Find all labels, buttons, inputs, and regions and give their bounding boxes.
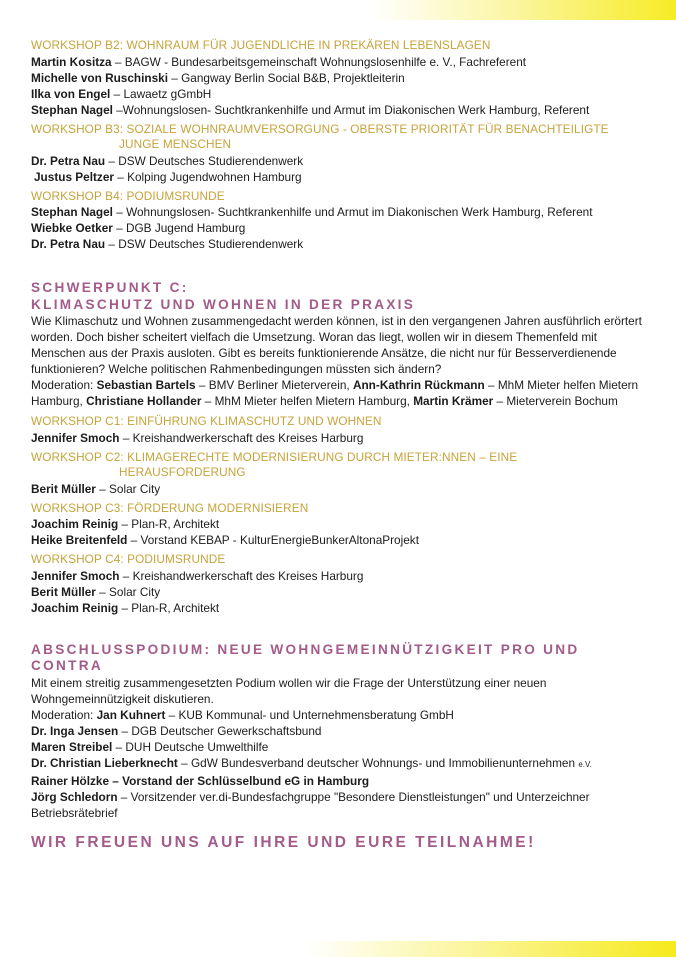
person-line: Rainer Hölzke – Vorstand der Schlüsselbund eG in Hamburg (31, 773, 370, 788)
person-line: Heike Breitenfeld – Vorstand KEBAP - KulturEnergieBunkerAltonaProjekt (31, 533, 419, 547)
person-line: Ilka von Engel – Lawaetz gGmbH (31, 86, 212, 101)
closing-intro: Mit einem streitig zusammengesetzten Podium wollen wir die Frage der Unterstützung einer neuen Wohngemeinnützigkeit diskutieren. (31, 675, 547, 706)
workshop-c3-title: WORKSHOP C3: FÖRDERUNG MODERNISIEREN (31, 500, 309, 515)
person-line: Berit Müller – Solar City (31, 481, 161, 496)
section-c-moderation: Moderation: Sebastian Bartels – BMV Berliner Mieterverein, Ann-Kathrin Rückmann – MhM Mieter helfen Mietern Hamburg, Christiane Hollander – MhM Mieter helfen Mietern Hamburg, Martin Krämer – Mieterverein Bochum (31, 378, 639, 408)
person-line: Berit Müller – Solar City (31, 584, 161, 599)
closing-invitation: WIR FREUEN UNS AUF IHRE UND EURE TEILNAHME! (31, 833, 536, 851)
workshop-c2-title: WORKSHOP C2: KLIMAGERECHTE MODERNISIERUNG DURCH MIETER:NNEN – EINE HERAUSFORDERUNG (31, 449, 518, 479)
person-line: Jörg Schledorn – Vorsitzender ver.di-Bundesfachgruppe "Besondere Dienstleistungen" und Unterzeichner Betriebsrätebrief (31, 789, 590, 820)
person-line: Stephan Nagel – Wohnungslosen- Suchtkrankenhilfe und Armut im Diakonischen Werk Hamburg, Referent (31, 205, 593, 219)
person-line: Jennifer Smoch – Kreishandwerkerschaft des Kreises Harburg (31, 568, 364, 583)
person-line: Michelle von Ruschinski – Gangway Berlin Social B&B, Projektleiterin (31, 70, 405, 85)
closing-title: ABSCHLUSSPODIUM: NEUE WOHNGEMEINNÜTZIGKEIT PRO UND CONTRA (31, 641, 580, 673)
person-line: Dr. Christian Lieberknecht – GdW Bundesverband deutscher Wohnungs- und Immobilienunternehmen e.V. (31, 755, 592, 770)
person-line: Dr. Petra Nau – DSW Deutsches Studierendenwerk (31, 237, 304, 251)
person-line: Justus Peltzer – Kolping Jugendwohnen Hamburg (34, 169, 302, 184)
person-line: Martin Kositza – BAGW - Bundesarbeitsgemeinschaft Wohnungslosenhilfe e. V., Fachreferent (31, 54, 527, 69)
section-c-intro: Wie Klimaschutz und Wohnen zusammengedacht werden können, ist in den vergangenen Jahren ausführlich erörtert worden. Doch bisher scheitert vielfach die Umsetzung. Woran das liegt, wollen wir in diesem Themenfeld mit Menschen aus der Praxis ausloten. Gibt es bereits funktionierende Ansätze, die nicht nur für Besserverdienende funktionieren? Welche politischen Rahmenbedingungen müssten sich ändern? (31, 314, 642, 376)
workshop-c1-title: WORKSHOP C1: EINFÜHRUNG KLIMASCHUTZ UND WOHNEN (31, 414, 382, 428)
workshop-b3-title: WORKSHOP B3: SOZIALE WOHNRAUMVERSORGUNG - OBERSTE PRIORITÄT FÜR BENACHTEILIGTE JUNGE MENSCHEN (31, 121, 609, 151)
person-line: Dr. Inga Jensen – DGB Deutscher Gewerkschaftsbund (31, 723, 322, 738)
person-line: Maren Streibel – DUH Deutsche Umwelthilfe (31, 739, 269, 754)
bottom-yellow-band (0, 941, 676, 957)
top-yellow-band (0, 0, 676, 20)
section-c-title: SCHWERPUNKT C: KLIMASCHUTZ UND WOHNEN IN DER PRAXIS (31, 280, 416, 312)
person-line: Joachim Reinig – Plan-R, Architekt (31, 517, 220, 531)
person-line: Stephan Nagel –Wohnungslosen- Suchtkrankenhilfe und Armut im Diakonischen Werk Hamburg, Referent (31, 102, 590, 117)
person-line: Dr. Petra Nau – DSW Deutsches Studierendenwerk (31, 153, 304, 168)
person-line: Jennifer Smoch – Kreishandwerkerschaft des Kreises Harburg (31, 430, 364, 445)
program-page (31, 38, 651, 853)
workshop-b4-title: WORKSHOP B4: PODIUMSRUNDE (31, 188, 225, 203)
workshop-c4-title: WORKSHOP C4: PODIUMSRUNDE (31, 552, 226, 566)
workshop-b2-title: WORKSHOP B2: WOHNRAUM FÜR JUGENDLICHE IN PREKÄREN LEBENSLAGEN (31, 38, 491, 52)
person-line: Joachim Reinig – Plan-R, Architekt (31, 600, 220, 615)
person-line: Wiebke Oetker – DGB Jugend Hamburg (31, 221, 246, 235)
closing-moderation: Moderation: Jan Kuhnert – KUB Kommunal- und Unternehmensberatung GmbH (31, 707, 454, 722)
